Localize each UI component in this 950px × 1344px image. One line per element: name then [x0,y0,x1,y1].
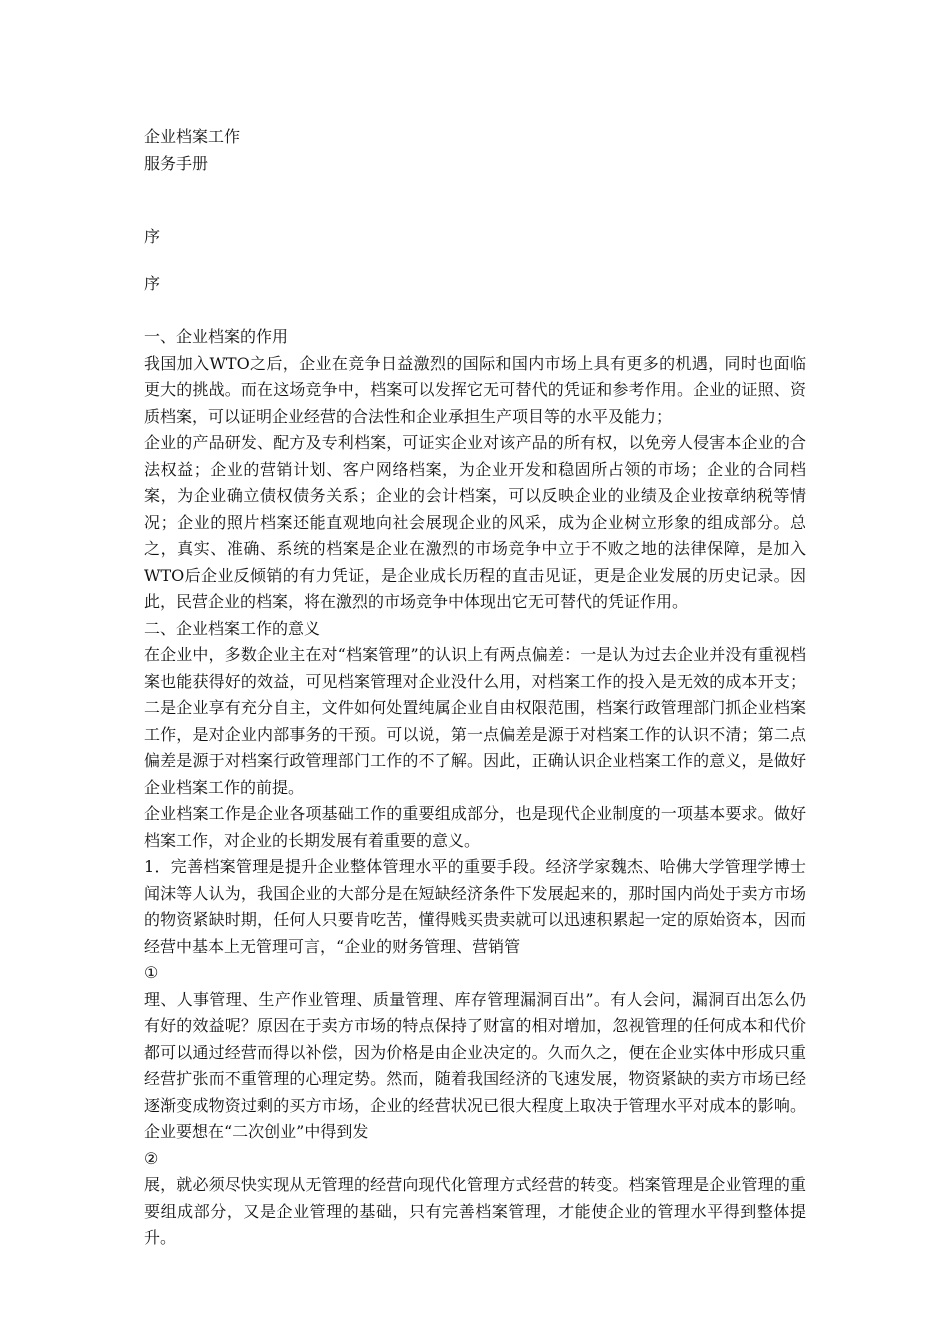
footnote-marker: ② [144,1148,159,1168]
title-line-1: 企业档案工作 [144,127,241,146]
body-paragraph: 理、人事管理、生产作业管理、质量管理、库存管理漏洞百出”。有人会问，漏洞百出怎么仍有好的效益呢？原因在于卖方市场的特点保持了财富的相对增加，忽视管理的任何成本和代价都可以通过经营而得以补偿，因为价格是由企业决定的。久而久之，便在企业实体中形成只重经营扩张而不重管理的心理定势。然而，随着我国经济的飞速发展，物资紧缺的卖方市场已经逐渐变成物资过剩的买方市场，企业的经营状况已很大程度上取决于管理水平对成本的影响。企业要想在“二次创业”中得到发 [144,989,806,1141]
section-heading: 一、企业档案的作用 [144,327,289,346]
document-title [144,124,806,177]
footnote-marker: ① [144,963,159,982]
preface-label: 序 [144,273,161,293]
body-paragraph: 我国加入WTO之后，企业在竞争日益激烈的国际和国内市场上具有更多的机遇，同时也面临更大的挑战。而在这场竞争中，档案可以发挥它无可替代的凭证和参考作用。企业的证照、资质档案，可以证明企业经营的合法性和企业承担生产项目等的水平及能力； [144,353,806,426]
body-paragraph: 展，就必须尽快实现从无管理的经营向现代化管理方式经营的转变。档案管理是企业管理的重要组成部分，又是企业管理的基础，只有完善档案管理，才能使企业的管理水平得到整体提升。 [144,1175,806,1247]
document-page [144,124,806,1252]
body-paragraph: 企业的产品研发、配方及专利档案，可证实企业对该产品的所有权，以免旁人侵害本企业的合法权益；企业的营销计划、客户网络档案，为企业开发和稳固所占领的市场；企业的合同档案，为企业确立债权债务关系；企业的会计档案，可以反映企业的业绩及企业按章纳税等情况；企业的照片档案还能直观地向社会展现企业的风采，成为企业树立形象的组成部分。总之，真实、准确、系统的档案是企业在激烈的市场竞争中立于不败之地的法律保障，是加入WTO后企业反倾销的有力凭证，是企业成长历程的直击见证，更是企业发展的历史记录。因此，民营企业的档案，将在激烈的市场竞争中体现出它无可替代的凭证作用。 [144,433,806,611]
body-paragraph: 企业档案工作是企业各项基础工作的重要组成部分，也是现代企业制度的一项基本要求。做好档案工作，对企业的长期发展有着重要的意义。 [144,804,806,850]
document-body [144,324,806,1252]
title-line-2: 服务手册 [144,153,209,173]
preface-label: 序 [144,227,161,246]
body-paragraph: 1．完善档案管理是提升企业整体管理水平的重要手段。经济学家魏杰、哈佛大学管理学博士闻沫等人认为，我国企业的大部分是在短缺经济条件下发展起来的，那时国内尚处于卖方市场的物资紧缺时期，任何人只要肯吃苦，懂得贱买贵卖就可以迅速积累起一定的原始资本，因而经营中基本上无管理可言，“企业的财务管理、营销管 [144,857,806,956]
body-paragraph: 在企业中，多数企业主在对“档案管理”的认识上有两点偏差：一是认为过去企业并没有重视档案也能获得好的效益，可见档案管理对企业没什么用，对档案工作的投入是无效的成本开支；二是企业享有充分自主，文件如何处置纯属企业自由权限范围，档案行政管理部门抓企业档案工作，是对企业内部事务的干预。可以说，第一点偏差是源于对档案工作的认识不清；第二点偏差是源于对档案行政管理部门工作的不了解。因此，正确认识企业档案工作的意义，是做好企业档案工作的前提。 [144,645,806,797]
section-heading: 二、企业档案工作的意义 [144,618,321,638]
